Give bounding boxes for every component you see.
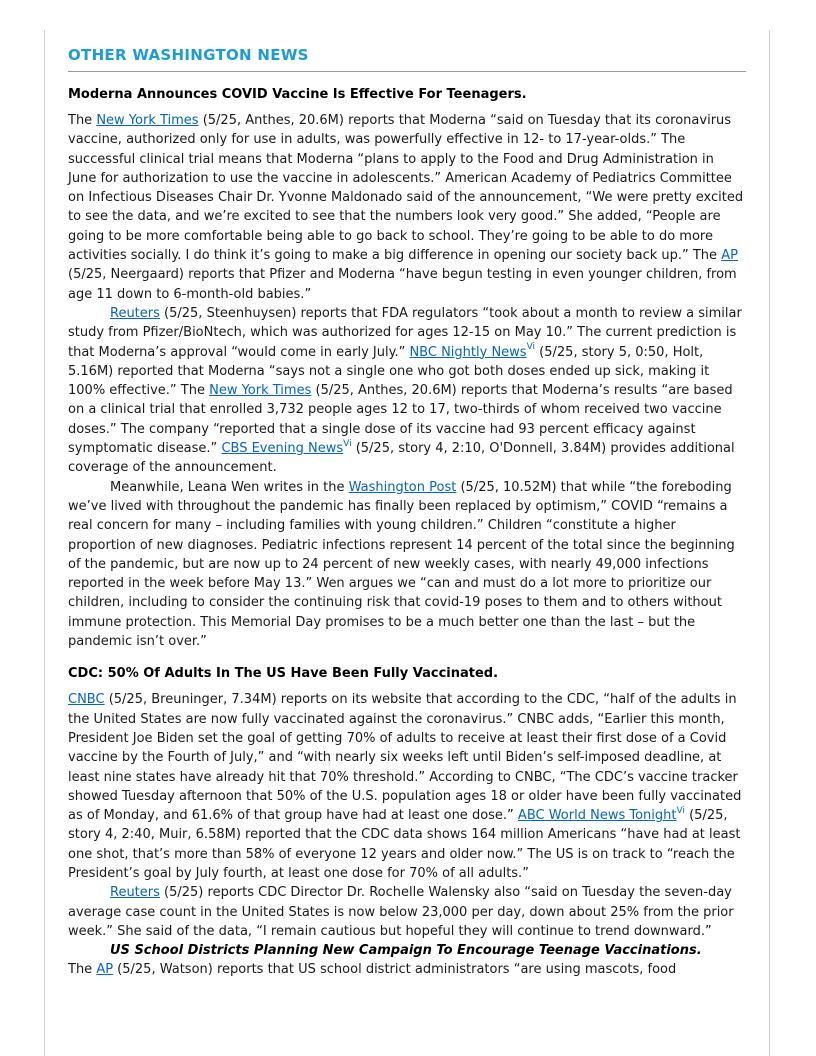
paragraph	[68, 478, 746, 652]
article-headline: Moderna Announces COVID Vaccine Is Effective For Teenagers.	[68, 87, 527, 102]
body-text: (5/25, Anthes, 20.6M) reports that Moderna “said on Tuesday that its coronavirus vaccine, authorized only for use in adults, was powerfully effective in 12- to 17-year-olds.” The successful clinical trial means that Moderna “plans to apply to the Food and Drug Administration in June for authorization to use the vaccine in adolescents.” American Academy of Pediatrics Committee on Infectious Diseases Chair Dr. Yvonne Maldonado said of the announcement, “We were pretty excited to see the data, and we’re excited to see that the numbers look very good.” She added, “People are going to be more comfortable being able to go back to school. They’re going to be able to do more activities socially. I do think it’s going to make a big difference in opening our society back up.” The	[68, 113, 744, 264]
article-headline: CDC: 50% Of Adults In The US Have Been Fully Vaccinated.	[68, 666, 499, 682]
link-washington-post[interactable]: Washington Post	[348, 479, 457, 495]
link-abc-world-news-tonight[interactable]: ABC World News Tonight	[517, 808, 677, 824]
video-indicator[interactable]: Vi	[343, 438, 352, 449]
news-digest-content	[45, 30, 769, 980]
body-text: (5/25) reports CDC Director Dr. Rochelle Walensky also “said on Tuesday the seven-day average case count in the United States is now below 23,000 per day, down about 25% from the prior week.” She said of the data, “I remain cautious but hopeful they will continue to trend downward.”	[68, 885, 734, 939]
body-text: Meanwhile, Leana Wen writes in the	[110, 479, 349, 495]
link-reuters[interactable]: Reuters	[110, 305, 160, 321]
body-text: The	[68, 962, 97, 978]
body-text: (5/25, Anthes, 20.6M) reports that Moderna’s results “are based on a clinical trial that enrolled 3,732 people ages 12 to 17, two-thirds of whom received two vaccine doses.” The company “reported that a single dose of its vaccine had 93 percent efficacy against symptomatic disease.”	[68, 383, 733, 457]
body-text: (5/25, Neergaard) reports that Pfizer and Moderna “have begun testing in even younger children, from age 11 down to 6-month-old babies.”	[68, 267, 737, 302]
body-text: (5/25, story 4, 2:10, O'Donnell, 3.84M) provides additional coverage of the announcement.	[68, 441, 735, 476]
section-title: OTHER WASHINGTON NEWS	[68, 46, 746, 72]
body-text: (5/25, Watson) reports that US school district administrators “are using mascots, food	[113, 962, 677, 978]
paragraph	[68, 111, 746, 304]
video-indicator[interactable]: Vi	[676, 805, 685, 816]
link-cnbc[interactable]: CNBC	[68, 692, 105, 708]
body-text: (5/25, Breuninger, 7.34M) reports on its website that according to the CDC, “half of the adults in the United States are now fully vaccinated against the coronavirus.” CNBC adds, “Earlier this month, President Joe Biden set the goal of getting 70% of adults to receive at least their first dose of a Covid vaccine by the Fourth of July,” and “with nearly six weeks left until Biden’s self-imposed deadline, at least nine states have already hit that 70% threshold.” According to CNBC, “The CDC’s vaccine tracker showed Tuesday afternoon that 50% of the U.S. population ages 18 or older have been fully vaccinated as of Monday, and 61.6% of that group have had at least one dose.”	[68, 692, 742, 824]
paragraph	[68, 690, 746, 883]
body-text: (5/25, story 4, 2:40, Muir, 6.58M) reported that the CDC data shows 164 million Americans “have had at least one shot, that’s more than 58% of everyone 12 years and older now.” The US is on track to “reach the President’s goal by July fourth, at least one dose for 70% of all adults.”	[68, 808, 741, 881]
link-ap[interactable]: AP	[721, 248, 738, 264]
link-new-york-times[interactable]: New York Times	[96, 113, 199, 128]
link-new-york-times[interactable]: New York Times	[209, 383, 312, 399]
paragraph	[68, 960, 746, 979]
body-text: (5/25, Steenhuysen) reports that FDA regulators “took about a month to review a similar study from Pfizer/BioNtech, which was authorized for ages 12-15 on May 10.” The current prediction is that Moderna’s approval “would come in early July.”	[68, 305, 742, 360]
page-frame	[44, 30, 770, 1056]
article-cdc-vaccination-rate	[68, 666, 746, 979]
link-reuters[interactable]: Reuters	[110, 885, 160, 901]
paragraph	[68, 883, 746, 941]
paragraph	[68, 304, 746, 478]
article-moderna-teen-vaccine	[68, 87, 746, 651]
sub-headline: US School Districts Planning New Campaign To Encourage Teenage Vaccinations.	[110, 943, 702, 959]
video-indicator[interactable]: Vi	[526, 342, 536, 353]
body-text: (5/25, story 5, 0:50, Holt, 5.16M) reported that Moderna “says not a single one who got both doses ended up sick, making it 100% effective.” The	[68, 344, 710, 399]
body-text: (5/25, 10.52M) that while “the foreboding we’ve lived with throughout the pandemic has finally been replaced by optimism,” COVID “remains a real concern for many – including families with young children.” Children “constitute a higher proportion of new diagnoses. Pediatric infections represent 14 percent of the total since the beginning of the pandemic, but are now up to 24 percent of new weekly cases, with nearly 49,000 infections reported in the week before May 13.” Wen argues we “can and must do a lot more to prioritize our children, including to consider the continuing risk that covid-19 poses to them and to others without immune protection. This Memorial Day promises to be a much better one than the last – but the pandemic isn’t over.”	[68, 479, 735, 650]
body-text: The	[68, 113, 97, 128]
link-ap[interactable]: AP	[96, 962, 114, 978]
link-nbc-nightly-news[interactable]: NBC Nightly News	[409, 344, 527, 360]
link-cbs-evening-news[interactable]: CBS Evening News	[221, 441, 344, 457]
